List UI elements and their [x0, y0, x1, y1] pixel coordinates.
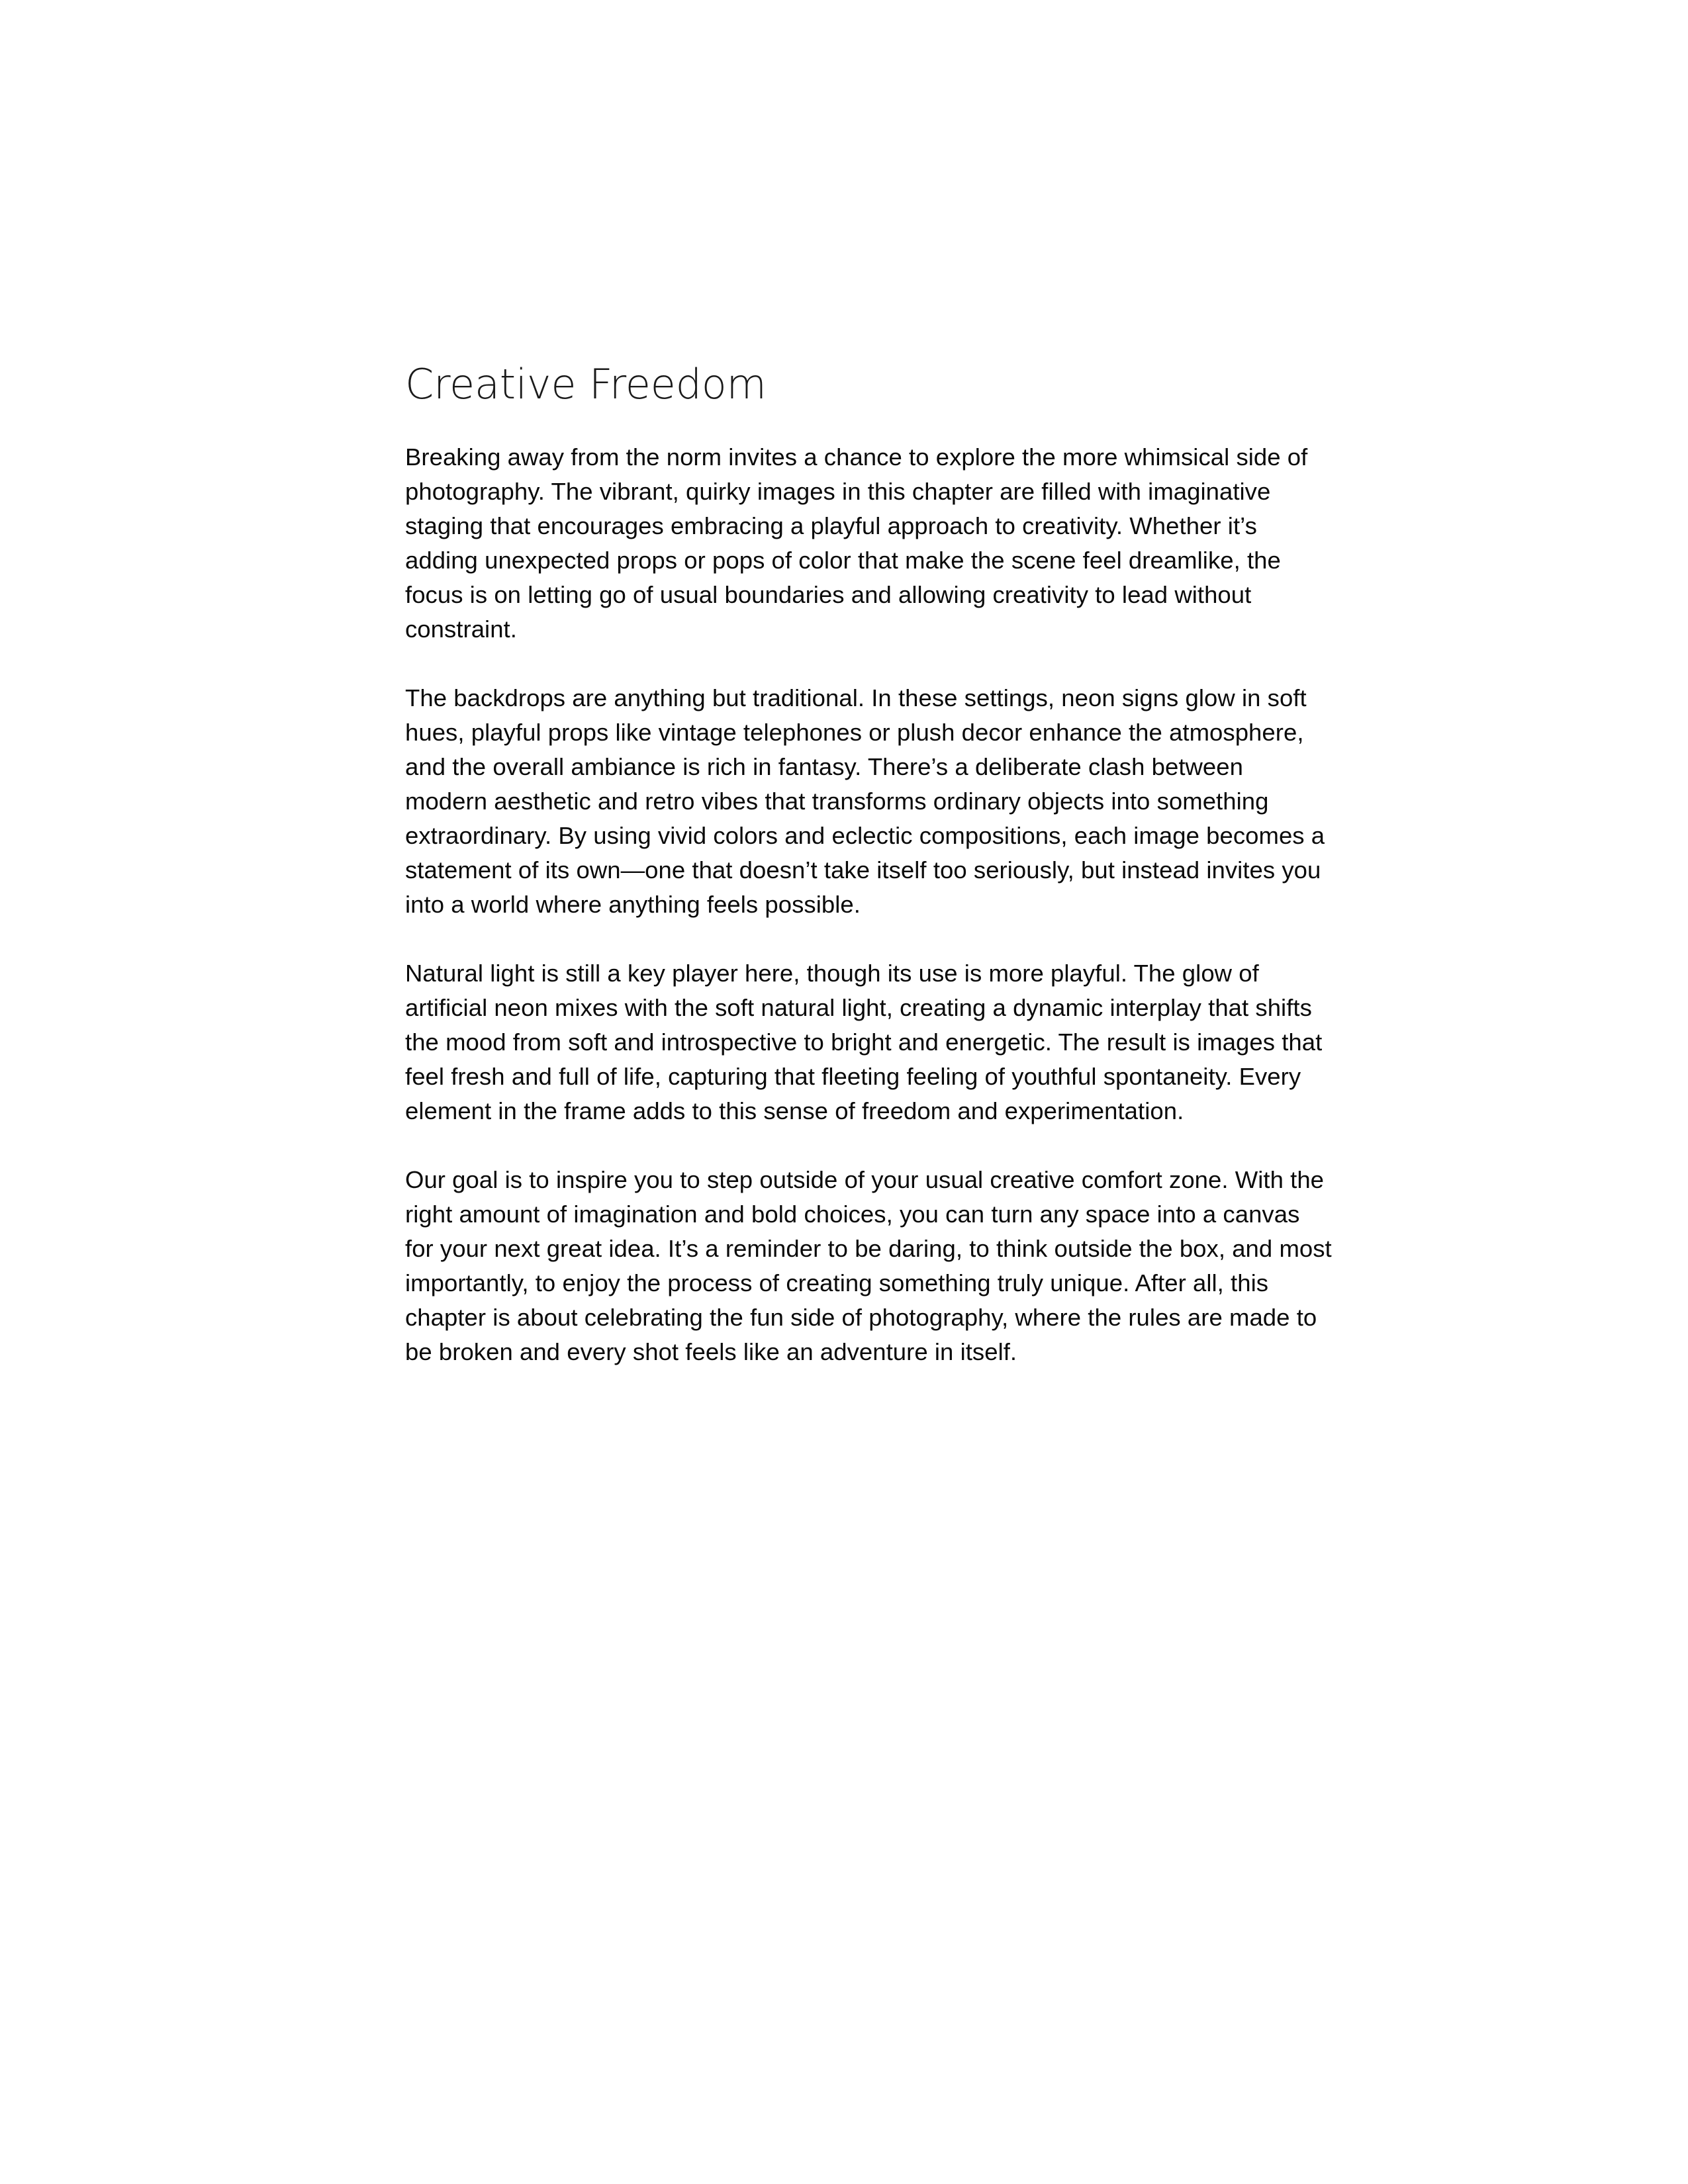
body-paragraph-4: Our goal is to inspire you to step outside of your usual creative comfort zone. With the right amount of imagination and bold choices, you can turn any space into a canvas for your next great idea. It’s a reminder to be daring, to think outside the box, and most importantly, to enjoy the process of creating something truly unique. After all, this chapter is about celebrating the fun side of photography, where the rules are made to be broken and every shot feels like an adventure in itself. — [405, 1165, 1332, 1365]
page-title: Creative Freedom — [405, 360, 767, 408]
body-paragraph-2: The backdrops are anything but traditional. In these settings, neon signs glow in soft hues, playful props like vintage telephones or plush decor enhance the atmosphere, and the overall ambiance is rich in fantasy. There’s a deliberate clash between modern aesthetic and retro vibes that transforms ordinary objects into something extraordinary. By using vivid colors and eclectic compositions, each image becomes a statement of its own—one that doesn’t take itself too seriously, but instead invites you into a world where anything feels possible. — [405, 684, 1325, 918]
body-paragraph-1: Breaking away from the norm invites a chance to explore the more whimsical side of photography. The vibrant, quirky images in this chapter are filled with imaginative staging that encourages embracing a playful approach to creativity. Whether it’s adding unexpected props or pops of color that make the scene feel dreamlike, the focus is on letting go of usual boundaries and allowing creativity to lead without constraint. — [405, 443, 1308, 643]
body-paragraph-3: Natural light is still a key player here, though its use is more playful. The glow of artificial neon mixes with the soft natural light, creating a dynamic interplay that shifts the mood from soft and introspective to bright and energetic. The result is images that feel fresh and full of life, capturing that fleeting feeling of youthful spontaneity. Every element in the frame adds to this sense of freedom and experimentation. — [405, 959, 1323, 1124]
text-column — [405, 360, 1332, 1369]
